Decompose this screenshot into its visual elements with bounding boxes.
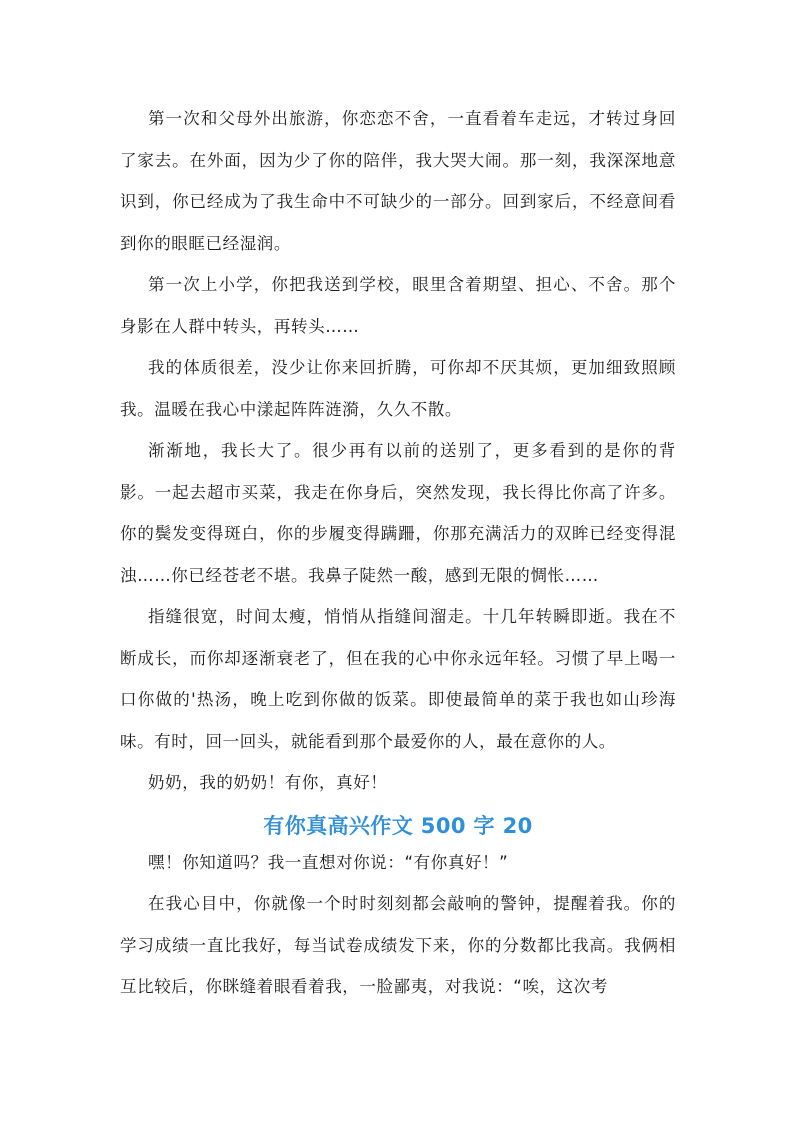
paragraph-alarm-bell: 在我心目中，你就像一个时时刻刻都会敲响的警钟，提醒着我。你的学习成绩一直比我好，每当试卷成绩发下来，你的分数都比我高。我俩相互比较后，你眯缝着眼看着我，一脸鄙夷，对我说：“唉，这次考 — [120, 894, 676, 996]
paragraph-greeting: 嘿！你知道吗？我一直想对你说：“有你真好！” — [148, 852, 509, 872]
paragraph-time-passing: 指缝很宽，时间太瘦，悄悄从指缝间溜走。十几年转瞬即逝。我在不断成长，而你却逐渐衰老了，但在我的心中你永远年轻。习惯了早上喝一口你做的'热汤，晚上吃到你做的饭菜。即使最简单的菜于我也如山珍海味。有时，回一回头，就能看到那个最爱你的人，最在意你的人。 — [120, 607, 676, 751]
paragraph-care: 我的体质很差，没少让你来回折腾，可你却不厌其烦，更加细致照顾我。温暖在我心中漾起阵阵涟漪，久久不散。 — [120, 358, 676, 419]
paragraph-first-school-day: 第一次上小学，你把我送到学校，眼里含着期望、担心、不舍。那个身影在人群中转头，再转头…… — [120, 275, 676, 336]
section-title: 有你真高兴作文 500 字 20 — [263, 813, 533, 838]
document-body — [120, 98, 676, 1008]
paragraph-growing-up: 渐渐地，我长大了。很少再有以前的送别了，更多看到的是你的背影。一起去超市买菜，我走在你身后，突然发现，我长得比你高了许多。你的鬓发变得斑白，你的步履变得蹒跚，你那充满活力的双眸已经变得混浊……你已经苍老不堪。我鼻子陡然一酸，感到无限的惆怅…… — [120, 441, 676, 585]
paragraph-travel: 第一次和父母外出旅游，你恋恋不舍，一直看着车走远，才转过身回了家去。在外面，因为少了你的陪伴，我大哭大闹。那一刻，我深深地意识到，你已经成为了我生命中不可缺少的一部分。回到家后，不经意间看到你的眼眶已经湿润。 — [120, 109, 676, 253]
paragraph-closing: 奶奶，我的奶奶！有你，真好！ — [148, 773, 388, 792]
